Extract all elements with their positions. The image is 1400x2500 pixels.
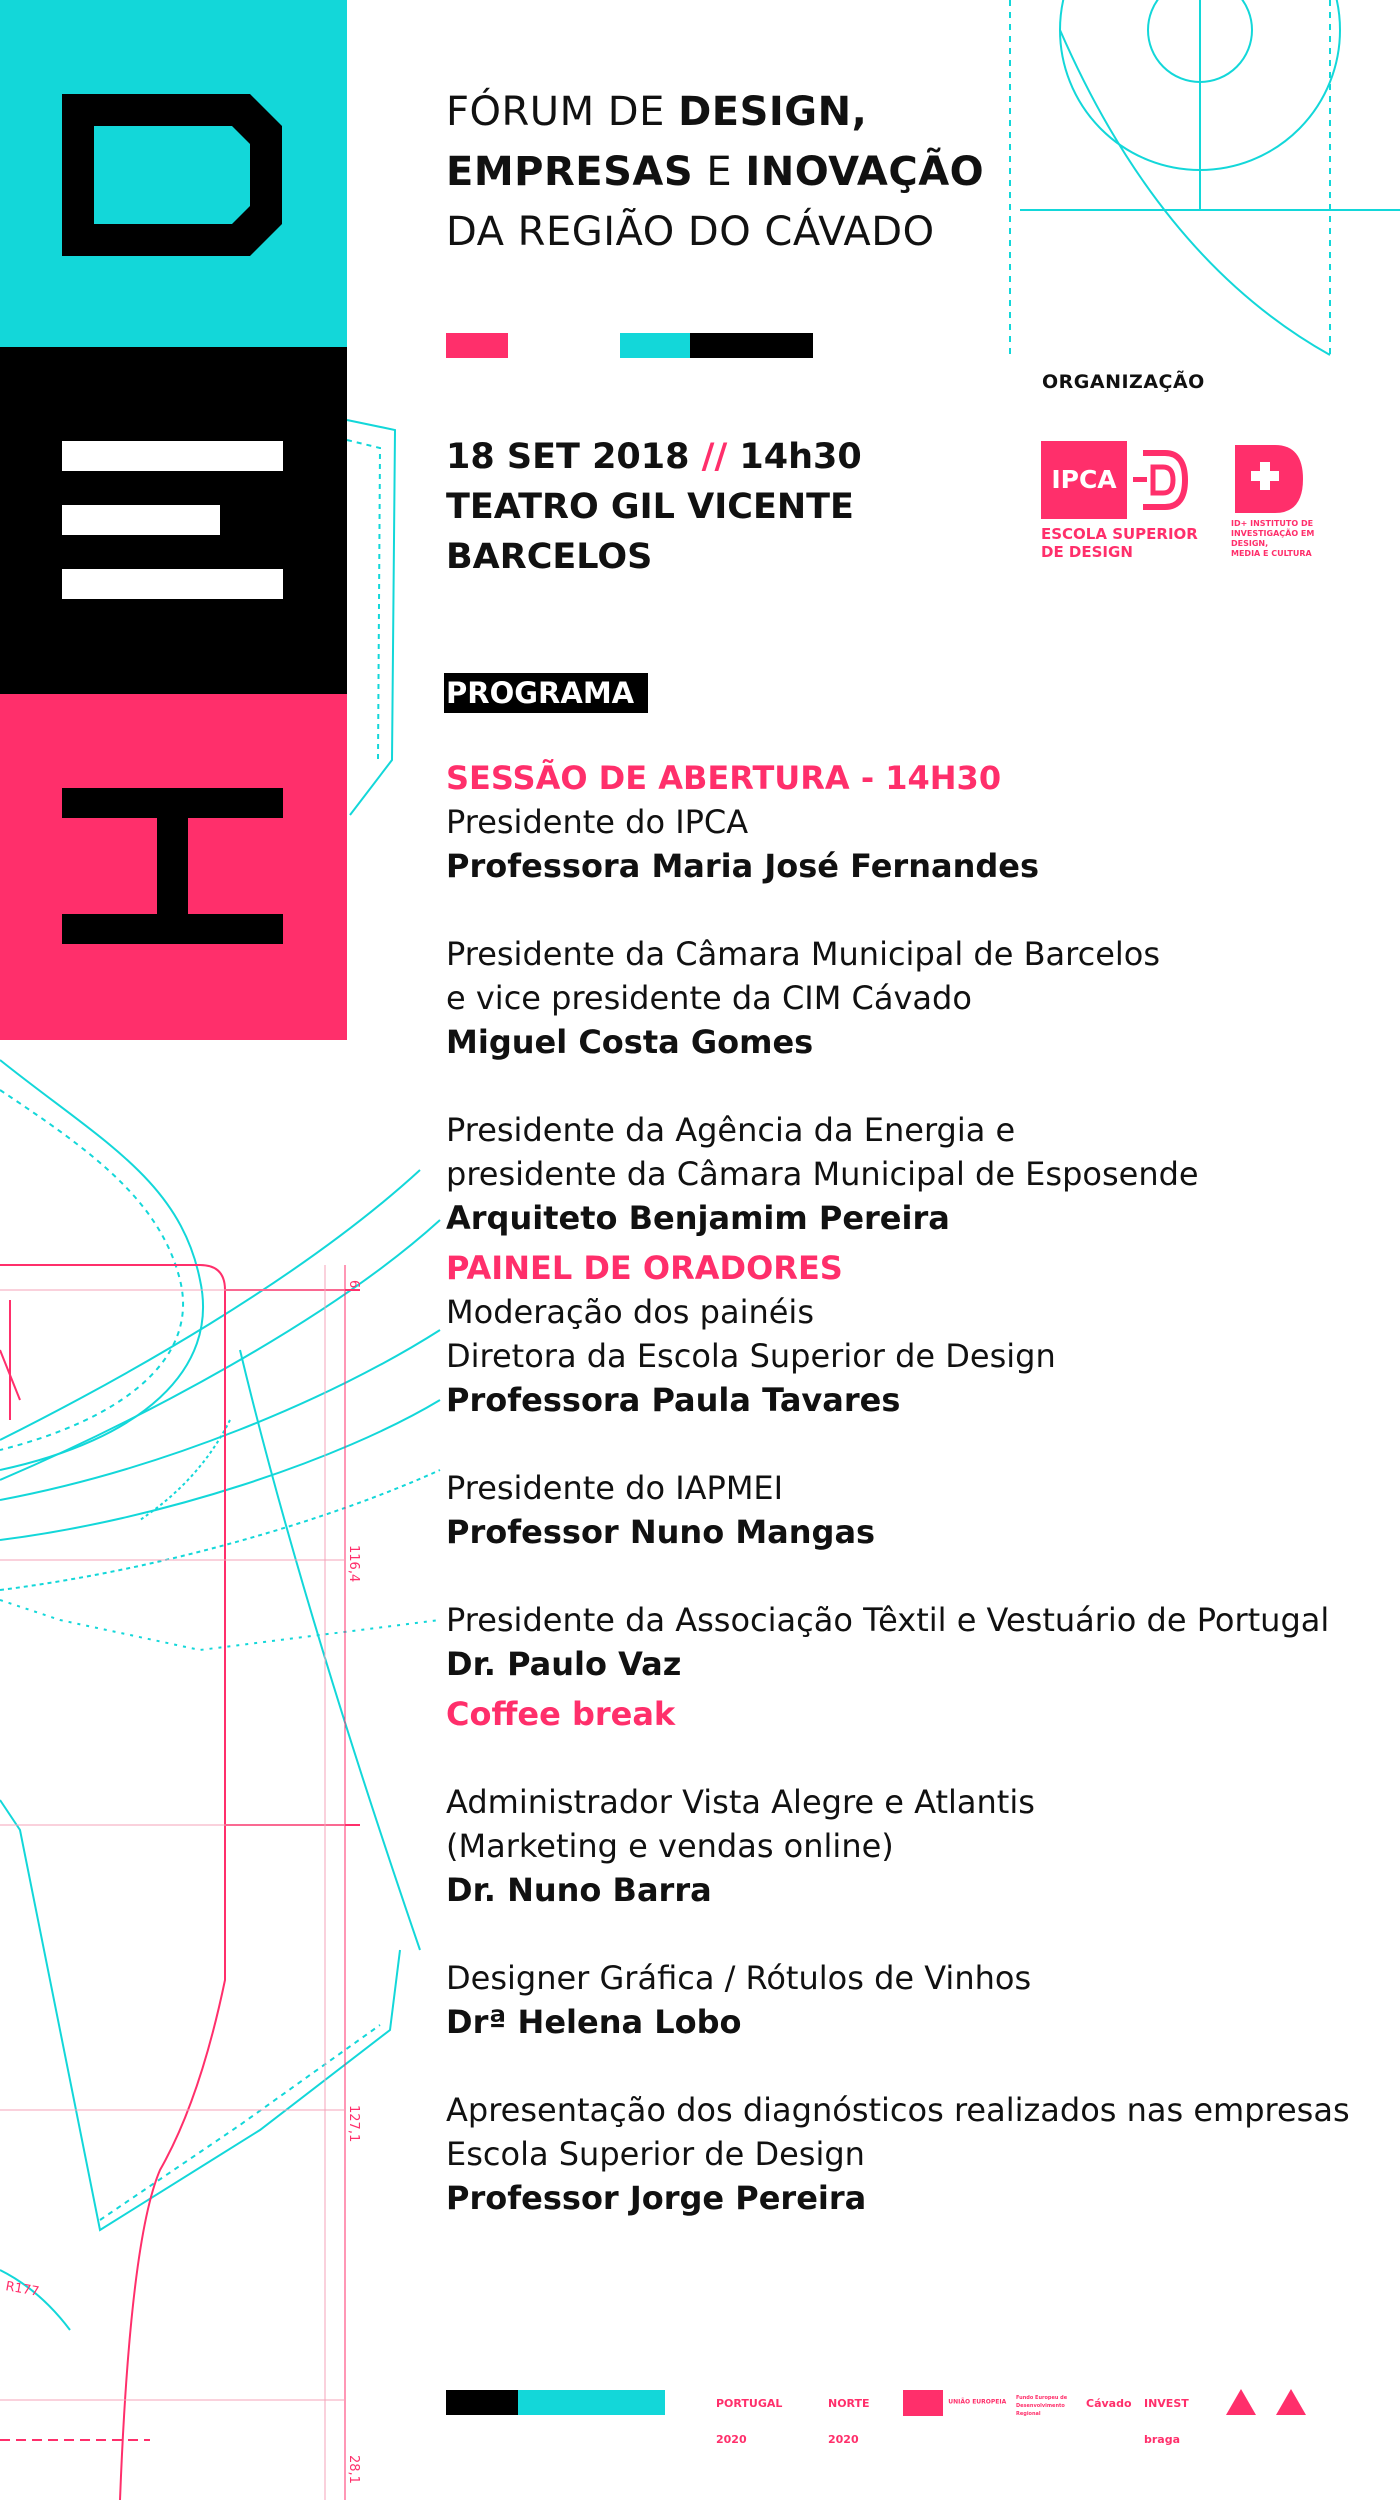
esd-logo-icon: [1129, 447, 1191, 513]
speaker-role: presidente da Câmara Municipal de Esposende: [446, 1155, 1199, 1193]
invest-braga-logo: INVEST braga: [1144, 2397, 1189, 2446]
speaker-role: Administrador Vista Alegre e Atlantis: [446, 1783, 1035, 1821]
drawing-dim-label: 116,4: [346, 1545, 361, 1583]
id-plus-logo-icon: [1231, 441, 1307, 517]
speaker-name: Arquiteto Benjamim Pereira: [446, 1199, 950, 1237]
program-list: [446, 756, 1386, 2220]
speaker-name: Drª Helena Lobo: [446, 2003, 742, 2041]
program-label: PROGRAMA: [444, 673, 648, 713]
drawing-dim-label: 28,1: [346, 2455, 361, 2484]
accent-bar-pink: [446, 333, 508, 358]
program-item: [446, 1290, 1386, 1422]
event-city: BARCELOS: [446, 537, 653, 577]
program-item: [446, 1598, 1386, 1686]
footer-bar-black: [446, 2390, 518, 2415]
title-text: E: [693, 149, 746, 195]
program-item: [446, 1466, 1386, 1554]
title-text: FÓRUM DE: [446, 89, 679, 135]
speaker-role: Presidente da Câmara Municipal de Barcelos: [446, 935, 1161, 973]
speaker-role: Presidente da Associação Têxtil e Vestuário de Portugal: [446, 1601, 1330, 1639]
triangle-logo-icon: [1224, 2385, 1258, 2419]
spacer: [446, 1064, 1386, 1108]
feder-logo: Fundo Europeu de Desenvolvimento Regional: [1016, 2395, 1068, 2417]
speaker-name: Professora Paula Tavares: [446, 1381, 901, 1419]
ipca-logo: [1041, 441, 1198, 561]
speaker-role: Presidente da Agência da Energia e: [446, 1111, 1016, 1149]
speaker-role: Presidente do IPCA: [446, 803, 749, 841]
letter-block-d: [0, 0, 347, 347]
speaker-role: Presidente do IAPMEI: [446, 1469, 784, 1507]
spacer: [446, 1554, 1386, 1598]
program-item: [446, 800, 1386, 888]
letter-block-i: [0, 694, 347, 1040]
organization-label: ORGANIZAÇÃO: [1042, 371, 1205, 393]
id-plus-logo-text: ID+ INSTITUTO DE INVESTIGAÇÃO EM DESIGN, MEDIA E CULTURA: [1231, 519, 1315, 558]
program-item: [446, 2088, 1386, 2220]
program-item: [446, 1956, 1386, 2044]
id-plus-logo: [1231, 441, 1331, 566]
norte-2020-logo: NORTE 2020: [828, 2397, 870, 2446]
ipca-logo-box: IPCA: [1041, 441, 1127, 519]
speaker-role: Designer Gráfica / Rótulos de Vinhos: [446, 1959, 1032, 1997]
speaker-name: Professora Maria José Fernandes: [446, 847, 1039, 885]
section-heading: Coffee break: [446, 1695, 676, 1733]
date-separator: //: [701, 437, 728, 477]
event-datetime: 18 SET 2018 // 14h30: [446, 437, 862, 477]
eu-flag-icon: [903, 2390, 943, 2416]
speaker-role: Escola Superior de Design: [446, 2135, 865, 2173]
section-heading: SESSÃO DE ABERTURA - 14H30: [446, 759, 1002, 797]
spacer: [446, 1736, 1386, 1780]
triangle-logo-icon: [1274, 2385, 1308, 2419]
speaker-role: Moderação dos painéis: [446, 1293, 814, 1331]
footer-bar-cyan: [518, 2390, 665, 2415]
speaker-name: Dr. Paulo Vaz: [446, 1645, 682, 1683]
speaker-role: (Marketing e vendas online): [446, 1827, 894, 1865]
spacer: [446, 1912, 1386, 1956]
spacer: [446, 888, 1386, 932]
portugal-2020-logo: PORTUGAL 2020: [716, 2397, 783, 2446]
letter-d-shape: [0, 0, 347, 347]
speaker-role: Apresentação dos diagnósticos realizados nas empresas: [446, 2091, 1350, 2129]
spacer: [446, 2044, 1386, 2088]
speaker-name: Professor Jorge Pereira: [446, 2179, 867, 2217]
title-text: DA REGIÃO DO CÁVADO: [446, 209, 935, 255]
sponsor-logos: [716, 2385, 1316, 2446]
accent-bar-cyan: [620, 333, 690, 358]
eu-flag-logo: UNIÃO EUROPEIA: [903, 2385, 1013, 2419]
program-item: [446, 1108, 1386, 1240]
speaker-name: Professor Nuno Mangas: [446, 1513, 876, 1551]
letter-block-e: [0, 347, 347, 694]
title-text-bold: INOVAÇÃO: [745, 149, 985, 195]
ipca-school-name: ESCOLA SUPERIOR DE DESIGN: [1041, 525, 1198, 561]
letter-e-shape: [0, 347, 347, 694]
program-item: [446, 1780, 1386, 1912]
speaker-role: Diretora da Escola Superior de Design: [446, 1337, 1056, 1375]
section-heading: PAINEL DE ORADORES: [446, 1249, 843, 1287]
drawing-dim-label: 6: [346, 1280, 361, 1289]
cavado-logo: Cávado: [1086, 2397, 1132, 2410]
speaker-role: e vice presidente da CIM Cávado: [446, 979, 972, 1017]
letter-i-shape: [0, 694, 347, 1040]
spacer: [446, 1422, 1386, 1466]
event-venue: TEATRO GIL VICENTE: [446, 487, 854, 527]
title-text-bold: EMPRESAS: [446, 149, 694, 195]
speaker-name: Dr. Nuno Barra: [446, 1871, 712, 1909]
title-text-bold: DESIGN,: [678, 89, 868, 135]
drawing-dim-label: 127,1: [346, 2105, 361, 2143]
drawing-dim-label: R177: [4, 2279, 41, 2300]
event-info: [446, 432, 862, 582]
accent-bar-black: [690, 333, 813, 358]
event-title: [446, 82, 984, 262]
program-item: [446, 932, 1386, 1064]
speaker-name: Miguel Costa Gomes: [446, 1023, 814, 1061]
